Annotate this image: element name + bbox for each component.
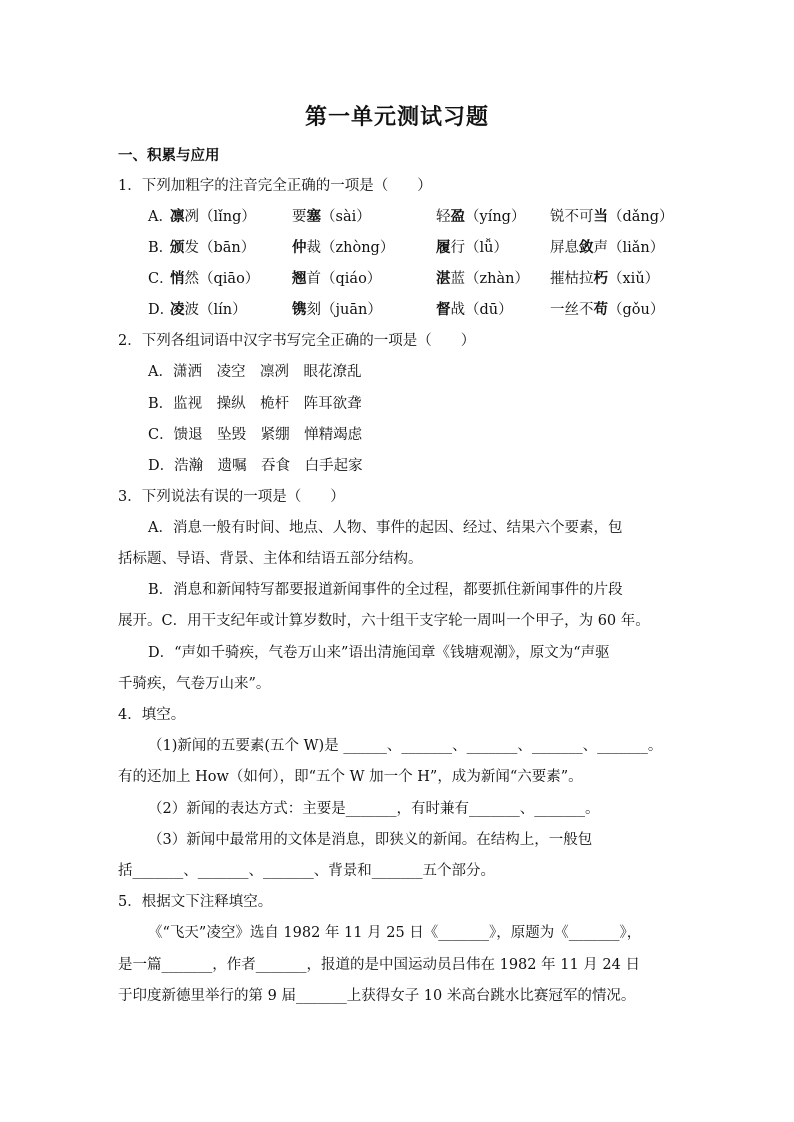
bold-char: 督 <box>436 301 451 318</box>
option-letter: B． <box>148 240 174 256</box>
q4-line: （3）新闻中最常用的文体是消息，即狭义的新闻。在结构上，一般包 <box>148 832 593 848</box>
option-text: （dǎng） <box>608 209 674 225</box>
bold-char: 镌 <box>292 301 307 318</box>
option-text: 轻 <box>436 209 451 225</box>
q5-line: 《“飞天”凌空》选自 1982 年 11 月 25 日《_______》，原题为《_______》， <box>148 925 642 941</box>
option-letter: D． <box>148 302 175 318</box>
option-text: 蓝（zhàn） <box>450 271 529 287</box>
option-text: （yíng） <box>465 209 526 225</box>
option-text: 战（dū） <box>450 302 513 318</box>
q4-stem: 4．填空。 <box>118 707 186 723</box>
option-text: 屏息 <box>550 240 579 256</box>
option-text: 摧枯拉 <box>550 271 594 287</box>
option-text: 裁（zhòng） <box>306 240 395 256</box>
q5-line: 于印度新德里举行的第 9 届_______上获得女子 10 米高台跳水比赛冠军的情况。 <box>118 988 636 1004</box>
q4-line: （2）新闻的表达方式：主要是_______，有时兼有_______、_______。 <box>148 801 600 817</box>
bold-char: 湛 <box>436 270 451 287</box>
page-title: 第一单元测试习题 <box>304 104 489 130</box>
q3-line: 千骑疾，气卷万山来”。 <box>118 676 271 692</box>
bold-char: 塞 <box>306 208 321 225</box>
q3-line: B．消息和新闻特写都要报道新闻事件的全过程，都要抓住新闻事件的片段 <box>148 582 623 598</box>
option-text: （xiǔ） <box>608 271 660 287</box>
option-text: 一丝不 <box>550 302 594 318</box>
option-text: 波（lín） <box>184 302 247 318</box>
q2-stem: 2．下列各组词语中汉字书写完全正确的一项是（ ） <box>118 333 476 349</box>
bold-char: 仲 <box>292 239 307 256</box>
bold-char: 悄 <box>170 270 185 287</box>
q4-line: 有的还加上 How（如何），即“五个 W 加一个 H”，成为新闻“六要素”。 <box>118 769 583 785</box>
q2-option-b: B．监视 操纵 桅杆 阵耳欲聋 <box>148 396 362 412</box>
q2-option-a: A．潇洒 凌空 凛冽 眼花潦乱 <box>148 364 362 380</box>
bold-char: 颁 <box>170 239 185 256</box>
q5-line: 是一篇_______，作者_______，报道的是中国运动员吕伟在 1982 年 11 月 24 日 <box>118 957 640 973</box>
option-text: 锐不可 <box>550 209 594 225</box>
bold-char: 盈 <box>450 208 465 225</box>
bold-char: 凛 <box>170 208 185 225</box>
q2-option-d: D．浩瀚 遗嘱 吞食 白手起家 <box>148 458 363 474</box>
q1-stem: 1．下列加粗字的注音完全正确的一项是（ ） <box>118 178 432 194</box>
option-text: 冽（lǐng） <box>184 209 256 225</box>
q3-line: 展开。C．用干支纪年或计算岁数时，六十组干支字轮一周叫一个甲子，为 60 年。 <box>118 613 650 629</box>
option-text: 要 <box>292 209 307 225</box>
bold-char: 当 <box>593 208 608 225</box>
option-text: 发（bān） <box>184 240 256 256</box>
bold-char: 敛 <box>579 239 594 256</box>
option-letter: A． <box>148 209 173 225</box>
option-text: 刻（juān） <box>306 302 382 318</box>
option-text: 然（qiāo） <box>184 271 260 287</box>
option-text: 声（liǎn） <box>593 240 665 256</box>
section-heading: 一、积累与应用 <box>118 147 220 164</box>
option-text: 首（qiáo） <box>306 271 382 287</box>
q4-line: （1)新闻的五要素(五个 W)是 ______、_______、_______、_______、_______。 <box>148 738 663 754</box>
q3-line: 括标题、导语、背景、主体和结语五部分结构。 <box>118 551 423 567</box>
q4-line: 括_______、_______、_______、背景和_______五个部分。 <box>118 863 495 879</box>
bold-char: 苟 <box>593 301 608 318</box>
bold-char: 凌 <box>170 301 185 318</box>
q3-stem: 3．下列说法有误的一项是（ ） <box>118 489 345 505</box>
bold-char: 翘 <box>292 270 307 287</box>
option-text: （sài） <box>321 209 371 225</box>
q3-line: D．“声如千骑疾，气卷万山来”语出清施闰章《钱塘观潮》，原文为“声驱 <box>148 645 610 661</box>
q2-option-c: C．馈退 坠毁 紧绷 惮精竭虑 <box>148 427 363 443</box>
option-letter: C． <box>148 271 174 287</box>
option-text: 行（lǚ） <box>450 240 508 256</box>
q3-line: A．消息一般有时间、地点、人物、事件的起因、经过、结果六个要素，包 <box>148 520 623 536</box>
bold-char: 履 <box>436 239 451 256</box>
q5-stem: 5．根据文下注释填空。 <box>118 894 273 910</box>
option-text: （gǒu） <box>608 302 665 318</box>
bold-char: 朽 <box>593 270 608 287</box>
